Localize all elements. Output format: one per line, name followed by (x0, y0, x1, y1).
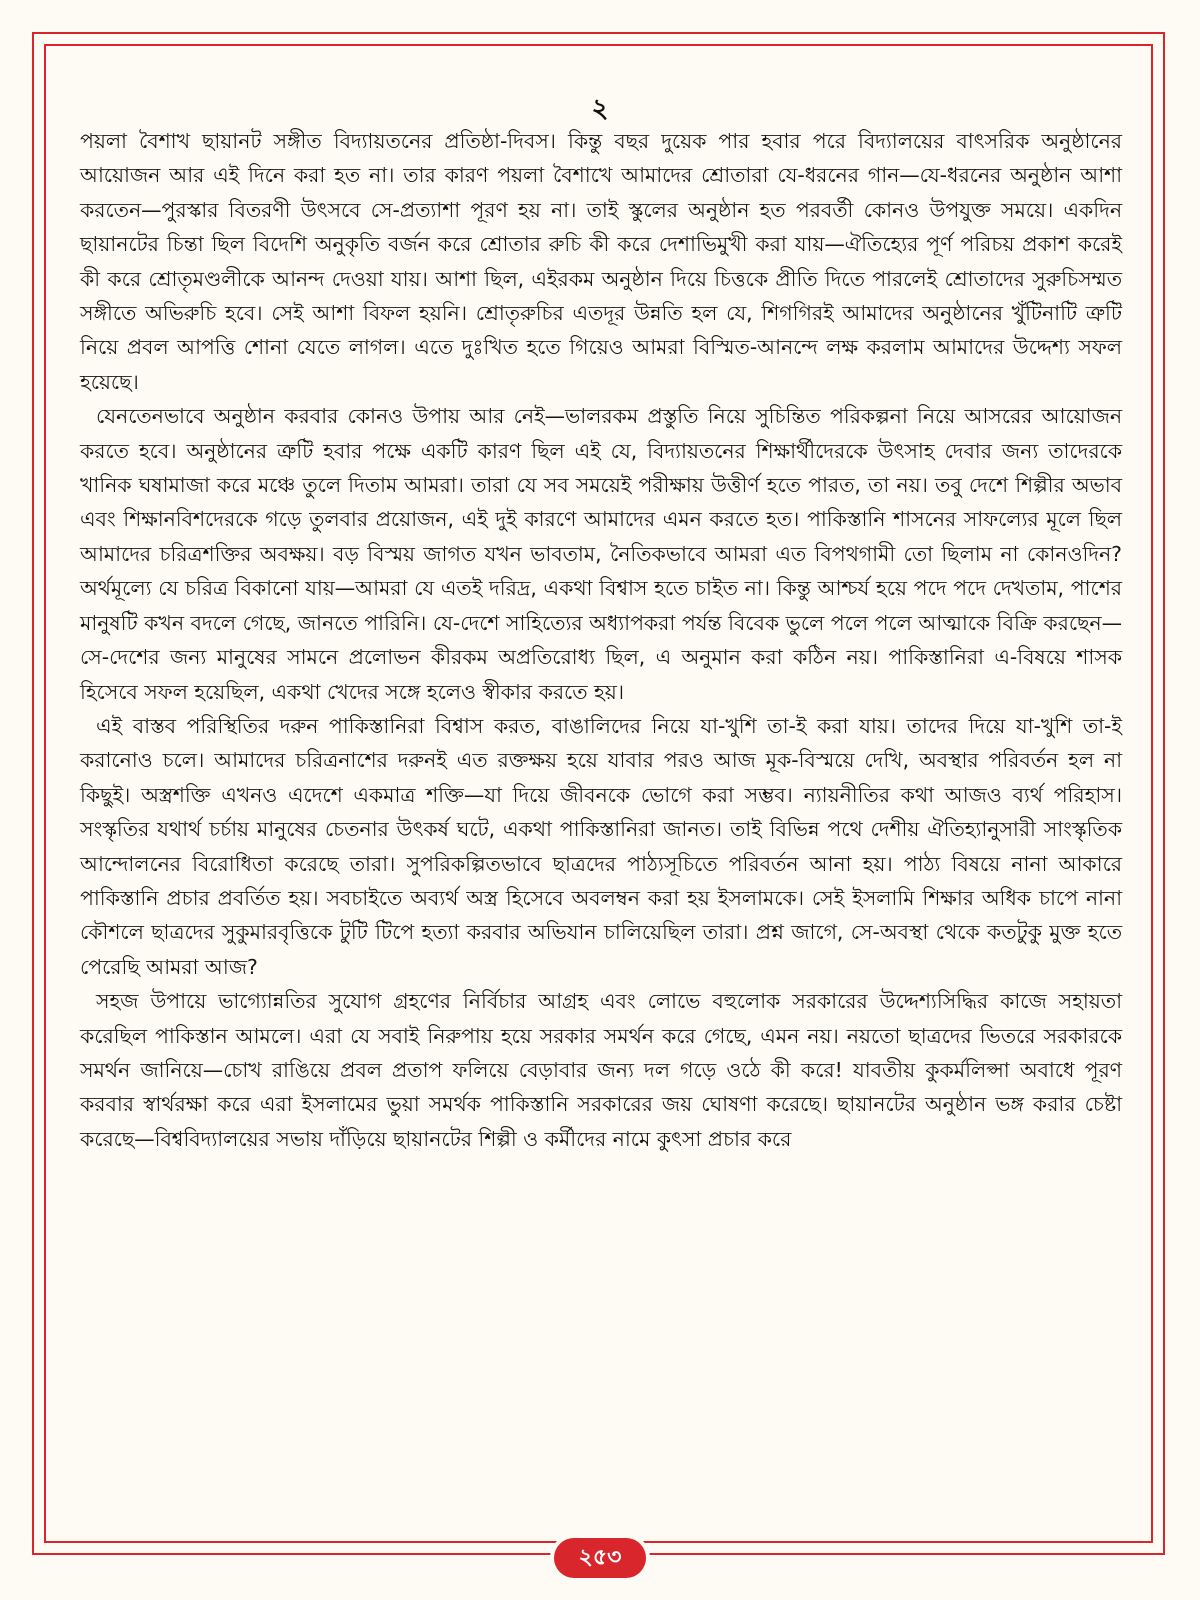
page-number-badge: ২৫৩ (554, 1538, 646, 1578)
paragraph: সহজ উপায়ে ভাগ্যোন্নতির সুযোগ গ্রহণের নির্বিচার আগ্রহ এবং লোভে বহুলোক সরকারের উদ্দেশ্যসিদ্ধির কাজে সহায়তা করেছিল পাকিস্তান আমলে। এরা যে সবাই নিরুপায় হয়ে সরকার সমর্থন করে গেছে, এমন নয়। নয়তো ছাত্রদের ভিতরে সরকারকে সমর্থন জানিয়ে—চোখ রাঙিয়ে প্রবল প্রতাপ ফলিয়ে বেড়াবার জন্য দল গড়ে ওঠে কী করে! যাবতীয় কুকর্মলিপ্সা অবাধে পূরণ করবার স্বার্থরক্ষা করে এরা ইসলামের ভুয়া সমর্থক পাকিস্তানি সরকারের জয় ঘোষণা করেছে। ছায়ানটের অনুষ্ঠান ভঙ্গ করার চেষ্টা করেছে—বিশ্ববিদ্যালয়ের সভায় দাঁড়িয়ে ছায়ানটের শিল্পী ও কর্মীদের নামে কুৎসা প্রচার করে (80, 989, 1122, 1151)
paragraph: যেনতেনভাবে অনুষ্ঠান করবার কোনও উপায় আর নেই—ভালরকম প্রস্তুতি নিয়ে সুচিন্তিত পরিকল্পনা নিয়ে আসরের আয়োজন করতে হবে। অনুষ্ঠানের ত্রুটি হবার পক্ষে একটি কারণ ছিল এই যে, বিদ্যায়তনের শিক্ষার্থীদেরকে উৎসাহ দেবার জন্য তাদেরকে খানিক ঘষামাজা করে মঞ্চে তুলে দিতাম আমরা। তারা যে সব সময়েই পরীক্ষায় উত্তীর্ণ হতে পারত, তা নয়। তবু দেশে শিল্পীর অভাব এবং শিক্ষানবিশদেরকে গড়ে তুলবার প্রয়োজন, এই দুই কারণে আমাদের এমন করতে হত। পাকিস্তানি শাসনের সাফল্যের মূলে ছিল আমাদের চরিত্রশক্তির অবক্ষয়। বড় বিস্ময় জাগত যখন ভাবতাম, নৈতিকভাবে আমরা এত বিপথগামী তো ছিলাম না কোনওদিন? অর্থমূল্যে যে চরিত্র বিকানো যায়—আমরা যে এতই দরিদ্র, একথা বিশ্বাস হতে চাইত না। কিন্তু আশ্চর্য হয়ে পদে পদে দেখতাম, পাশের মানুষটি কখন বদলে গেছে, জানতে পারিনি। যে-দেশে সাহিত্যের অধ্যাপকরা পর্যন্ত বিবেক ভুলে পলে পলে আত্মাকে বিক্রি করছেন—সে-দেশের জন্য মানুষের সামনে প্রলোভন কীরকম অপ্রতিরোধ্য ছিল, এ অনুমান করা কঠিন নয়। পাকিস্তানিরা এ-বিষয়ে শাসক হিসেবে সফল হয়েছিল, একথা খেদের সঙ্গে হলেও স্বীকার করতে হয়। (80, 404, 1122, 704)
body-text (80, 124, 1122, 1156)
paragraph: এই বাস্তব পরিস্থিতির দরুন পাকিস্তানিরা বিশ্বাস করত, বাঙালিদের নিয়ে যা-খুশি তা-ই করা যায়। তাদের দিয়ে যা-খুশি তা-ই করানোও চলে। আমাদের চরিত্রনাশের দরুনই এত রক্তক্ষয় হয়ে যাবার পরও আজ মূক-বিস্ময়ে দেখি, অবস্থার পরিবর্তন হল না কিছুই। অস্ত্রশক্তি এখনও এদেশে একমাত্র শক্তি—যা দিয়ে জীবনকে ভোগে করা সম্ভব। ন্যায়নীতির কথা আজও ব্যর্থ পরিহাস। সংস্কৃতির যথার্থ চর্চায় মানুষের চেতনার উৎকর্ষ ঘটে, একথা পাকিস্তানিরা জানত। তাই বিভিন্ন পথে দেশীয় ঐতিহ্যানুসারী সাংস্কৃতিক আন্দোলনের বিরোধিতা করেছে তারা। সুপরিকল্পিতভাবে ছাত্রদের পাঠ্যসূচিতে পরিবর্তন আনা হয়। পাঠ্য বিষয়ে নানা আকারে পাকিস্তানি প্রচার প্রবর্তিত হয়। সবচাইতে অব্যর্থ অস্ত্র হিসেবে অবলম্বন করা হয় ইসলামকে। সেই ইসলামি শিক্ষার অধিক চাপে নানা কৌশলে ছাত্রদের সুকুমারবৃত্তিকে টুটি টিপে হত্যা করবার অভিযান চালিয়েছিল তারা। প্রশ্ন জাগে, সে-অবস্থা থেকে কতটুকু মুক্ত হতে পেরেছি আমরা আজ? (80, 713, 1122, 979)
section-number: ২ (591, 94, 609, 124)
paragraph: পয়লা বৈশাখ ছায়ানট সঙ্গীত বিদ্যায়তনের প্রতিষ্ঠা-দিবস। কিন্তু বছর দুয়েক পার হবার পরে বিদ্যালয়ের বাৎসরিক অনুষ্ঠানের আয়োজন আর এই দিনে করা হত না। তার কারণ পয়লা বৈশাখে আমাদের শ্রোতারা যে-ধরনের গান—যে-ধরনের অনুষ্ঠান আশা করতেন—পুরস্কার বিতরণী উৎসবে সে-প্রত্যাশা পূরণ হয় না। তাই স্কুলের অনুষ্ঠান হত পরবর্তী কোনও উপযুক্ত সময়ে। একদিন ছায়ানটের চিন্তা ছিল বিদেশি অনুকৃতি বর্জন করে শ্রোতার রুচি কী করে দেশাভিমুখী করা যায়—ঐতিহ্যের পূর্ণ পরিচয় প্রকাশ করেই কী করে শ্রোতৃমণ্ডলীকে আনন্দ দেওয়া যায়। আশা ছিল, এইরকম অনুষ্ঠান দিয়ে চিত্তকে প্রীতি দিতে পারলেই শ্রোতাদের সুরুচিসম্মত সঙ্গীতে অভিরুচি হবে। সেই আশা বিফল হয়নি। শ্রোতৃরুচির এতদূর উন্নতি হল যে, শিগগিরই আমাদের অনুষ্ঠানের খুঁটিনাটি ত্রুটি নিয়ে প্রবল আপত্তি শোনা যেতে লাগল। এতে দুঃখিত হতে গিয়েও আমরা বিস্মিত-আনন্দে লক্ষ করলাম আমাদের উদ্দেশ্য সফল হয়েছে। (80, 129, 1122, 394)
